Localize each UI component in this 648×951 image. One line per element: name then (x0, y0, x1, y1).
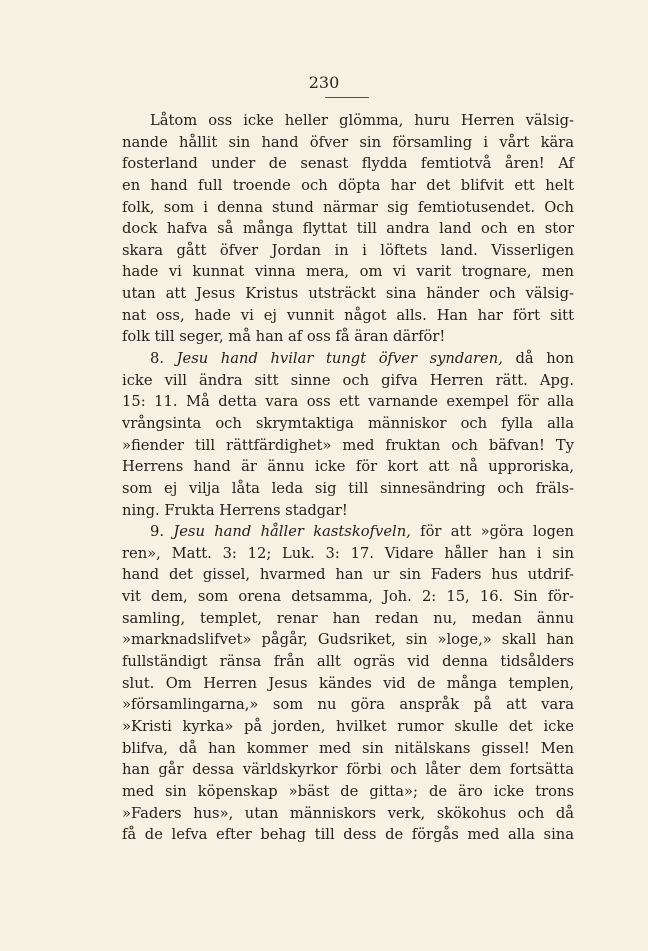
text-line (122, 521, 574, 543)
text-line: vit dem, som orena detsamma, Joh. 2: 15, 16. Sin för- (122, 588, 574, 606)
text-line: blifva, då han kommer med sin nitälskans gissel! Men (122, 739, 574, 757)
body-text (122, 110, 574, 846)
text-line: samling, templet, renar han redan nu, medan ännu (122, 609, 574, 627)
text-line: få de lefva efter behag till dess de förgås med alla sina (122, 826, 574, 844)
text-line-prefix: 9. (150, 523, 174, 541)
text-line: utan att Jesus Kristus utsträckt sina händer och välsig- (122, 285, 574, 303)
text-line: »marknadslifvet» pågår, Gudsriket, sin »loge,» skall han (122, 631, 574, 649)
text-line: Låtom oss icke heller glömma, huru Herren välsig- (150, 112, 574, 129)
text-line: ning. Frukta Herrens stadgar! (122, 501, 348, 519)
text-line: vrångsinta och skrymtaktiga människor och fylla alla (122, 414, 574, 432)
text-line: hand det gissel, hvarmed han ur sin Faders hus utdrif- (122, 566, 574, 584)
italic-heading: Jesu hand hvilar tungt öfver syndaren, (176, 350, 503, 368)
text-line: »fiender till rättfärdighet» med fruktan och bäfvan! Ty (122, 436, 574, 454)
text-line (122, 348, 574, 370)
text-line: som ej vilja låta leda sig till sinnesändring och fräls- (122, 479, 574, 497)
text-line: folk till seger, må han af oss få äran därför! (122, 328, 446, 346)
text-line: fosterland under de senast flydda femtiotvå åren! Af (122, 155, 574, 173)
text-line: han går dessa världskyrkor förbi och låter dem fortsätta (122, 761, 574, 779)
text-line: folk, som i denna stund närmar sig femtiotusendet. Och (122, 198, 574, 216)
text-line: nat oss, hade vi ej vunnit något alls. Han har fört sitt (122, 306, 574, 324)
text-line: slut. Om Herren Jesus kändes vid de många templen, (122, 674, 574, 692)
italic-heading: Jesu hand håller kastskofveln, (173, 523, 411, 541)
text-line: fullständigt ränsa från allt ogräs vid denna tidsålders (122, 653, 574, 671)
text-line: »Faders hus», utan människors verk, skökohus och då (122, 804, 574, 822)
text-line: dock hafva så många flyttat till andra land och en stor (122, 220, 574, 238)
text-line: nande hållit sin hand öfver sin församling i vårt kära (122, 133, 574, 151)
page-number-rule (325, 97, 369, 98)
text-line: icke vill ändra sitt sinne och gifva Herren rätt. Apg. (122, 371, 574, 389)
text-line: ren», Matt. 3: 12; Luk. 3: 17. Vidare håller han i sin (122, 544, 574, 562)
text-line-suffix: för att »göra logen (410, 523, 575, 541)
text-line-prefix: 8. (150, 350, 177, 368)
text-line: skara gått öfver Jordan in i löftets land. Visserligen (122, 241, 574, 259)
text-line: »Kristi kyrka» på jorden, hvilket rumor skulle det icke (122, 717, 574, 735)
text-line: en hand full troende och döpta har det blifvit ett helt (122, 176, 574, 194)
text-line: »församlingarna,» som nu göra anspråk på att vara (122, 696, 574, 714)
page-number: 230 (308, 73, 340, 92)
text-line-suffix: då hon (502, 350, 574, 368)
text-line: 15: 11. Må detta vara oss ett varnande exempel för alla (122, 393, 574, 411)
text-line: Herrens hand är ännu icke för kort att nå upproriska, (122, 458, 574, 476)
text-line: med sin köpenskap »bäst de gitta»; de äro icke trons (122, 782, 574, 800)
text-line: hade vi kunnat vinna mera, om vi varit trognare, men (122, 263, 574, 281)
